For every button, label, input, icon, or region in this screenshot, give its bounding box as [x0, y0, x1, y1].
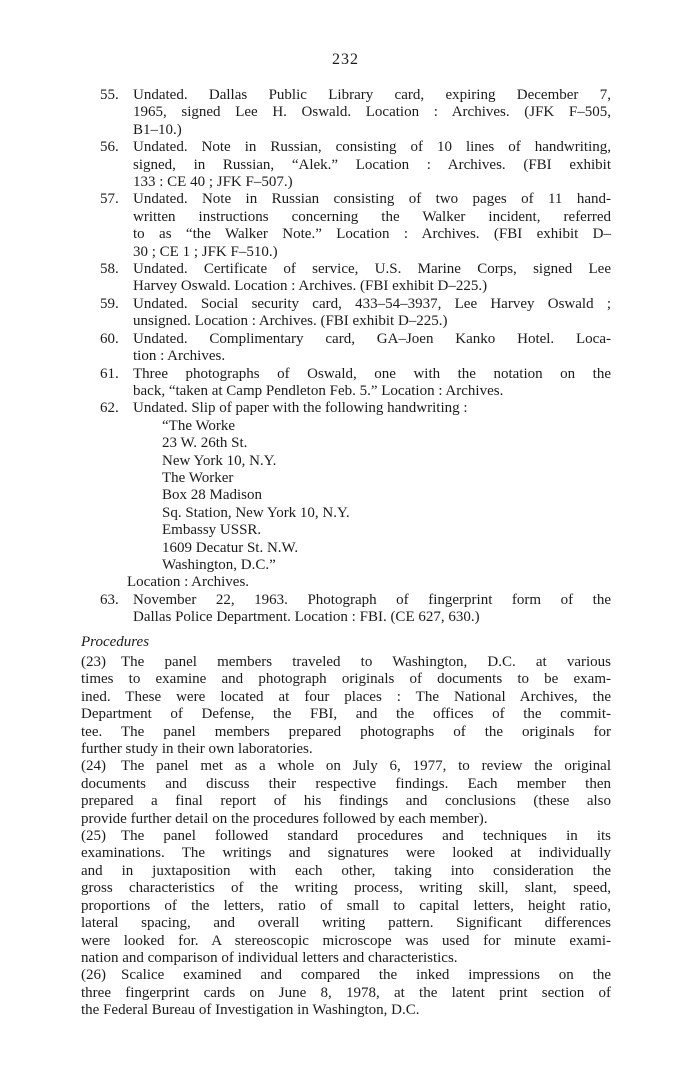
item-number: 56.	[100, 139, 119, 156]
text-line: three fingerprint cards on June 8, 1978, at the latent print section of	[81, 984, 611, 1001]
text-line: Undated. Dallas Public Library card, expiring December 7,	[133, 87, 611, 103]
list-item	[81, 592, 611, 627]
item-number: 57.	[100, 191, 119, 208]
list-item	[81, 261, 611, 296]
text-line: tee. The panel members prepared photographs of the originals for	[81, 723, 611, 740]
list-item	[81, 191, 611, 261]
paragraph	[81, 967, 611, 1019]
text-line: were looked for. A stereoscopic microscope was used for minute exami-	[81, 932, 611, 949]
text-line: (26) Scalice examined and compared the inked impressions on the	[81, 967, 611, 984]
list-item	[81, 366, 611, 401]
text-line: back, “taken at Camp Pendleton Feb. 5.” Location : Archives.	[133, 382, 504, 399]
location-line: Location : Archives.	[127, 574, 250, 591]
text-line: unsigned. Location : Archives. (FBI exhibit D–225.)	[133, 313, 448, 330]
handwriting-line: “The Worke	[162, 417, 236, 434]
handwriting-line: Box 28 Madison	[162, 487, 263, 504]
item-text	[127, 400, 611, 591]
text-line: proportions of the letters, ratio of small to capital letters, height ratio,	[81, 897, 611, 914]
text-line: times to examine and photograph originals of documents to be exam-	[81, 671, 611, 688]
text-line: provide further detail on the procedures followed by each member).	[81, 810, 488, 827]
item-text	[133, 331, 611, 366]
item-text	[133, 261, 611, 296]
text-line: (25) The panel followed standard procedures and techniques in its	[81, 828, 611, 845]
item-text	[133, 366, 611, 401]
text-line: gross characteristics of the writing process, writing skill, slant, speed,	[81, 880, 611, 897]
text-line: and in juxtaposition with each other, taking into consideration the	[81, 862, 611, 879]
item-text	[133, 191, 611, 261]
text-line: signed, in Russian, “Alek.” Location : Archives. (FBI exhibit	[133, 156, 611, 173]
procedures-heading: Procedures	[81, 633, 150, 650]
paragraph	[81, 758, 611, 828]
text-line: the Federal Bureau of Investigation in Washington, D.C.	[81, 1002, 420, 1019]
handwriting-line: Sq. Station, New York 10, N.Y.	[162, 504, 350, 521]
text-line: nation and comparison of individual letters and characteristics.	[81, 949, 458, 966]
item-text	[133, 87, 611, 139]
paragraph	[81, 654, 611, 758]
text-line: (24) The panel met as a whole on July 6, 1977, to review the original	[81, 758, 611, 775]
text-line: to as “the Walker Note.” Location : Archives. (FBI exhibit D–	[133, 226, 611, 243]
text-line: Undated. Slip of paper with the following handwriting :	[133, 400, 468, 417]
text-line: (23) The panel members traveled to Washington, D.C. at various	[81, 654, 611, 670]
text-line: November 22, 1963. Photograph of fingerprint form of the	[133, 591, 611, 608]
text-line: Undated. Note in Russian consisting of two pages of 11 hand-	[133, 191, 611, 208]
text-line: Three photographs of Oswald, one with the notation on the	[133, 365, 611, 382]
handwriting-line: 1609 Decatur St. N.W.	[162, 539, 299, 556]
item-text	[133, 592, 611, 627]
item-text	[133, 296, 611, 331]
text-line: Undated. Certificate of service, U.S. Marine Corps, signed Lee	[133, 261, 611, 278]
procedures-paragraphs	[81, 654, 611, 1020]
item-text	[133, 139, 611, 191]
text-line: Undated. Note in Russian, consisting of 10 lines of handwriting,	[133, 139, 611, 156]
list-item	[81, 296, 611, 331]
list-item	[81, 331, 611, 366]
text-line: written instructions concerning the Walker incident, referred	[133, 208, 611, 225]
item-number: 55.	[100, 87, 119, 103]
text-line: further study in their own laboratories.	[81, 741, 313, 758]
exhibit-list	[81, 87, 611, 627]
item-number: 61.	[100, 365, 119, 382]
item-number: 59.	[100, 295, 119, 312]
text-line: 30 ; CE 1 ; JFK F–510.)	[133, 243, 278, 260]
text-line: Harvey Oswald. Location : Archives. (FBI exhibit D–225.)	[133, 278, 488, 295]
text-line: tion : Archives.	[133, 348, 226, 365]
handwriting-line: The Worker	[162, 469, 234, 486]
item-number: 58.	[100, 261, 119, 278]
text-line: Dallas Police Department. Location : FBI. (CE 627, 630.)	[133, 609, 480, 626]
text-line: prepared a final report of his findings and conclusions (these also	[81, 793, 611, 810]
text-line: 133 : CE 40 ; JFK F–507.)	[133, 174, 293, 191]
handwriting-line: New York 10, N.Y.	[162, 452, 277, 469]
text-line: Department of Defense, the FBI, and the offices of the commit-	[81, 706, 611, 723]
text-line: examinations. The writings and signatures were looked at individually	[81, 845, 611, 862]
item-number: 60.	[100, 330, 119, 347]
paragraph	[81, 828, 611, 967]
page-content	[81, 87, 611, 1020]
list-item	[81, 87, 611, 139]
text-line: 1965, signed Lee H. Oswald. Location : Archives. (JFK F–505,	[133, 104, 611, 121]
handwriting-line: Washington, D.C.”	[162, 556, 276, 573]
item-number: 62.	[100, 400, 119, 417]
text-line: lateral spacing, and overall writing pattern. Significant differences	[81, 915, 611, 932]
text-line: documents and discuss their respective findings. Each member then	[81, 775, 611, 792]
item-number: 63.	[100, 591, 119, 608]
handwriting-line: 23 W. 26th St.	[162, 435, 248, 452]
text-line: Undated. Complimentary card, GA–Joen Kanko Hotel. Loca-	[133, 330, 611, 347]
text-line: Undated. Social security card, 433–54–3937, Lee Harvey Oswald ;	[133, 295, 611, 312]
handwriting-line: Embassy USSR.	[162, 522, 262, 539]
text-line: ined. These were located at four places : The National Archives, the	[81, 688, 611, 705]
page-number: 232	[332, 51, 359, 68]
text-line: B1–10.)	[133, 121, 182, 138]
list-item	[81, 400, 611, 591]
list-item	[81, 139, 611, 191]
